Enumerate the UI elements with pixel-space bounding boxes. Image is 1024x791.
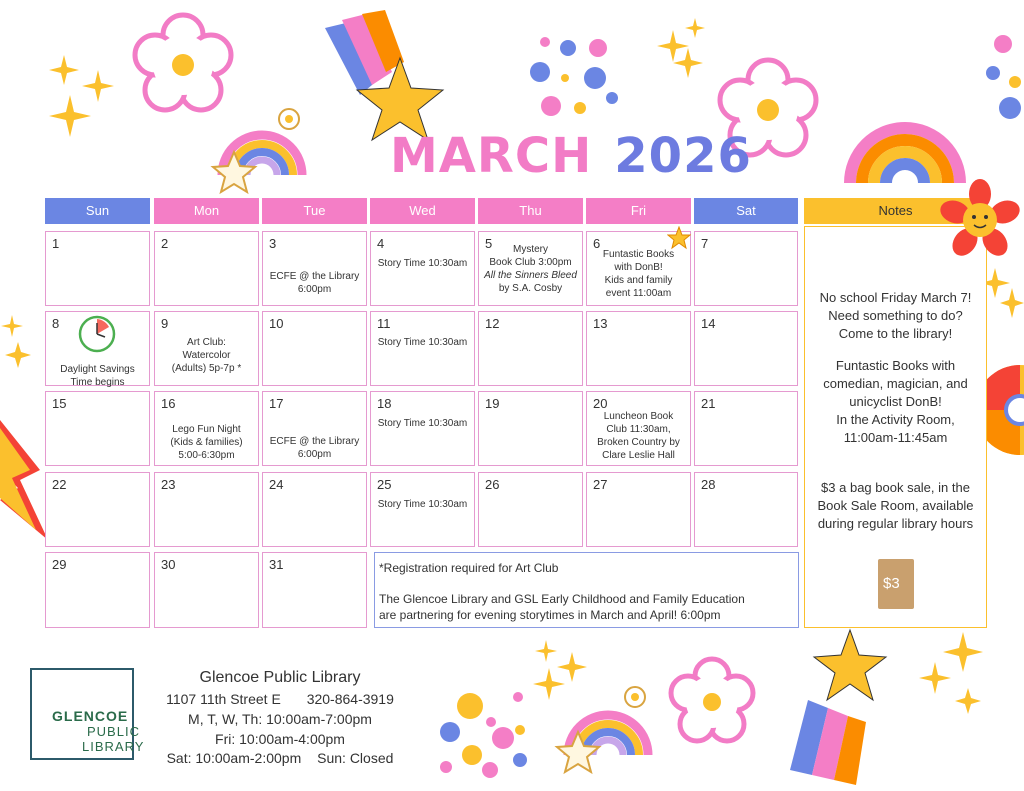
title-year: 2026 bbox=[614, 128, 752, 184]
star-icon bbox=[667, 226, 691, 250]
weekday-header-wed: Wed bbox=[370, 198, 475, 224]
registration-note: *Registration required for Art Club bbox=[379, 561, 559, 575]
sparkle-icon bbox=[657, 18, 705, 78]
weekday-header-sat: Sat bbox=[694, 198, 798, 224]
day-cell-17 bbox=[262, 391, 367, 466]
day-cell-26 bbox=[478, 472, 583, 547]
day-cell-23 bbox=[154, 472, 259, 547]
hours-fri: Fri: 10:00am-4:00pm bbox=[215, 731, 345, 747]
note-book-sale: $3 a bag book sale, in the Book Sale Room, available during regular library hours bbox=[817, 480, 974, 531]
day-cell-18 bbox=[370, 391, 475, 466]
rainbow-icon bbox=[850, 128, 960, 183]
day-number: 6 bbox=[593, 236, 601, 251]
day-number: 25 bbox=[377, 477, 392, 492]
hours-sat-sun bbox=[150, 748, 410, 768]
dots-icon bbox=[530, 37, 618, 116]
sparkle-icon bbox=[919, 632, 983, 714]
event-text: Lego Fun Night (Kids & families) 5:00-6:30pm bbox=[170, 424, 243, 461]
lightning-icon bbox=[0, 420, 48, 540]
day-cell-28 bbox=[694, 472, 798, 547]
day-number: 5 bbox=[485, 236, 493, 251]
day-number: 1 bbox=[52, 236, 60, 251]
event-text: Daylight Savings Time begins bbox=[60, 364, 135, 388]
event-text: Story Time 10:30am bbox=[377, 337, 468, 348]
day-cell-30 bbox=[154, 552, 259, 628]
day-cell-24 bbox=[262, 472, 367, 547]
day-cell-25 bbox=[370, 472, 475, 547]
event-text: Mystery Book Club 3:00pm All the Sinners Bleed by S.A. Cosby bbox=[484, 244, 577, 294]
dots-icon bbox=[440, 692, 527, 778]
day-number: 4 bbox=[377, 236, 385, 251]
paper-bag-icon bbox=[878, 559, 914, 609]
small-flower-icon bbox=[279, 109, 299, 129]
library-phone: 320-864-3919 bbox=[306, 691, 394, 707]
day-number: 7 bbox=[701, 236, 709, 251]
day-number: 11 bbox=[377, 316, 391, 331]
hours-sat: Sat: 10:00am-2:00pm bbox=[166, 750, 302, 766]
day-number: 24 bbox=[269, 477, 284, 492]
shooting-star-icon bbox=[790, 630, 886, 785]
day-cell-19 bbox=[478, 391, 583, 466]
sparkle-icon bbox=[1, 315, 31, 368]
day-number: 15 bbox=[52, 396, 67, 411]
event-text: Luncheon Book Club 11:30am, Broken Country by Clare Leslie Hall bbox=[597, 411, 680, 461]
library-logo bbox=[30, 668, 145, 760]
logo-line2: PUBLIC bbox=[87, 724, 140, 739]
day-cell-7 bbox=[694, 231, 798, 306]
day-number: 16 bbox=[161, 396, 176, 411]
day-number: 10 bbox=[269, 316, 284, 331]
day-cell-16 bbox=[154, 391, 259, 466]
day-number: 28 bbox=[701, 477, 716, 492]
day-number: 20 bbox=[593, 396, 608, 411]
day-number: 18 bbox=[377, 396, 392, 411]
shooting-star-icon bbox=[325, 10, 443, 140]
library-name: Glencoe Public Library bbox=[199, 669, 361, 686]
day-cell-11 bbox=[370, 311, 475, 386]
day-cell-3 bbox=[262, 231, 367, 306]
day-number: 13 bbox=[593, 316, 608, 331]
note-funtastic-books: Funtastic Books with comedian, magician, and unicyclist DonB! In the Activity Room, 11:00am-11:45am bbox=[823, 358, 968, 445]
flower-character-icon bbox=[936, 176, 1024, 264]
logo-line1: GLENCOE bbox=[52, 708, 129, 724]
day-number: 2 bbox=[161, 236, 169, 251]
day-number: 27 bbox=[593, 477, 608, 492]
day-cell-15 bbox=[45, 391, 150, 466]
partnership-note-line2: are partnering for evening storytimes in March and April! 6:00pm bbox=[379, 608, 721, 622]
event-text: Story Time 10:30am bbox=[377, 499, 468, 510]
weekday-header-tue: Tue bbox=[262, 198, 367, 224]
day-cell-21 bbox=[694, 391, 798, 466]
logo-line3: LIBRARY bbox=[82, 739, 145, 754]
day-cell-27 bbox=[586, 472, 691, 547]
sparkle-icon bbox=[49, 55, 114, 137]
clock-icon bbox=[78, 315, 116, 353]
day-cell-9 bbox=[154, 311, 259, 386]
weekday-header-mon: Mon bbox=[154, 198, 259, 224]
day-cell-5 bbox=[478, 231, 583, 306]
day-number: 12 bbox=[485, 316, 500, 331]
day-number: 29 bbox=[52, 557, 67, 572]
day-cell-22 bbox=[45, 472, 150, 547]
day-number: 26 bbox=[485, 477, 500, 492]
day-number: 21 bbox=[701, 396, 716, 411]
day-cell-12 bbox=[478, 311, 583, 386]
day-number: 19 bbox=[485, 396, 500, 411]
day-number: 8 bbox=[52, 316, 60, 331]
notes-header: Notes bbox=[804, 198, 987, 224]
day-number: 31 bbox=[269, 557, 284, 572]
day-cell-8 bbox=[45, 311, 150, 386]
note-no-school: No school Friday March 7! Need something to do? Come to the library! bbox=[819, 290, 972, 341]
sparkle-icon bbox=[533, 640, 587, 700]
partnership-note-line1: The Glencoe Library and GSL Early Childhood and Family Education bbox=[379, 592, 745, 606]
flower-icon bbox=[135, 15, 231, 110]
day-number: 30 bbox=[161, 557, 176, 572]
day-cell-10 bbox=[262, 311, 367, 386]
day-number: 23 bbox=[161, 477, 176, 492]
title-month: MARCH bbox=[390, 128, 593, 184]
day-cell-29 bbox=[45, 552, 150, 628]
day-number: 22 bbox=[52, 477, 67, 492]
registration-note-box bbox=[374, 552, 799, 628]
weekday-header-sun: Sun bbox=[45, 198, 150, 224]
event-text: Art Club: Watercolor (Adults) 5p-7p * bbox=[171, 337, 242, 374]
day-number: 9 bbox=[161, 316, 169, 331]
day-cell-20 bbox=[586, 391, 691, 466]
event-text: Story Time 10:30am bbox=[377, 418, 468, 429]
day-cell-31 bbox=[262, 552, 367, 628]
bag-price-label: $3 bbox=[883, 575, 900, 592]
weekday-header-fri: Fri bbox=[586, 198, 691, 224]
day-cell-4 bbox=[370, 231, 475, 306]
hours-mtwth: M, T, W, Th: 10:00am-7:00pm bbox=[188, 711, 372, 727]
dots-icon bbox=[986, 35, 1021, 119]
day-cell-14 bbox=[694, 311, 798, 386]
day-cell-2 bbox=[154, 231, 259, 306]
event-text: Story Time 10:30am bbox=[377, 258, 468, 269]
notes-box bbox=[804, 226, 987, 628]
flower-icon bbox=[671, 659, 753, 741]
library-address: 1107 11th Street E bbox=[166, 691, 281, 707]
small-flower-icon bbox=[625, 687, 645, 707]
event-text: ECFE @ the Library 6:00pm bbox=[269, 271, 360, 295]
event-text: Funtastic Books with DonB! Kids and family event 11:00am bbox=[602, 249, 675, 299]
day-cell-1 bbox=[45, 231, 150, 306]
day-number: 14 bbox=[701, 316, 716, 331]
library-address-phone bbox=[150, 689, 410, 709]
hours-sun: Sun: Closed bbox=[317, 750, 394, 766]
event-text: ECFE @ the Library 6:00pm bbox=[269, 436, 360, 460]
day-cell-13 bbox=[586, 311, 691, 386]
day-number: 3 bbox=[269, 236, 277, 251]
weekday-header-thu: Thu bbox=[478, 198, 583, 224]
day-cell-6 bbox=[586, 231, 691, 306]
calendar-title bbox=[390, 128, 752, 198]
day-number: 17 bbox=[269, 396, 284, 411]
